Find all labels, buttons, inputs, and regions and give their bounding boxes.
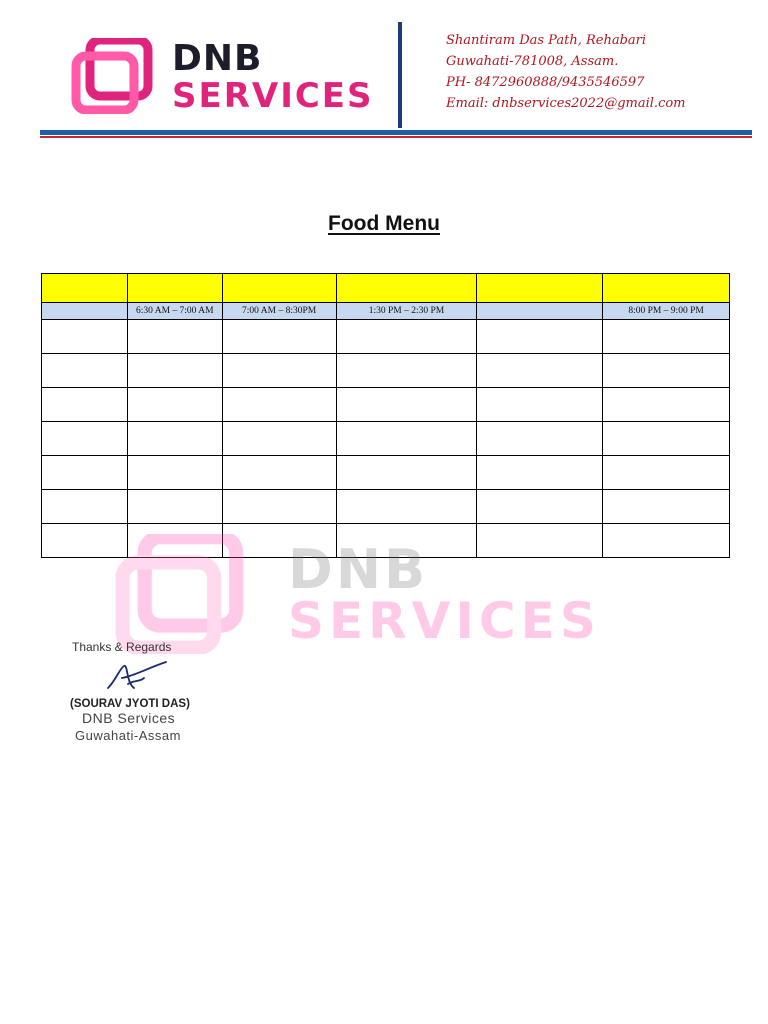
table-cell xyxy=(336,320,477,354)
table-row xyxy=(42,456,730,490)
brand-line-dnb: DNB xyxy=(172,38,263,79)
table-cell xyxy=(603,354,730,388)
phone-line: PH- 8472960888/9435546597 xyxy=(446,75,645,90)
header-cell xyxy=(477,274,603,303)
table-row xyxy=(42,354,730,388)
signatory-name: (SOURAV JYOTI DAS) xyxy=(70,698,190,710)
time-cell xyxy=(42,303,128,320)
table-cell xyxy=(336,388,477,422)
address-line: Guwahati-781008, Assam. xyxy=(446,54,619,69)
table-cell xyxy=(42,320,128,354)
header-rule-blue xyxy=(40,130,752,135)
header-cell xyxy=(603,274,730,303)
table-cell xyxy=(222,490,336,524)
time-cell xyxy=(477,303,603,320)
brand-name xyxy=(172,40,374,114)
watermark xyxy=(106,530,666,660)
watermark-line-dnb: DNB xyxy=(288,538,429,601)
table-cell xyxy=(127,422,222,456)
header-cell xyxy=(336,274,477,303)
table-cell xyxy=(477,320,603,354)
table-cell xyxy=(222,354,336,388)
page-title-text: Food Menu xyxy=(328,212,440,235)
table-cell xyxy=(42,388,128,422)
table-cell xyxy=(222,388,336,422)
signatory-company: DNB Services xyxy=(82,710,176,726)
table-cell xyxy=(127,320,222,354)
header-cell xyxy=(42,274,128,303)
email-line: Email: dnbservices2022@gmail.com xyxy=(446,96,686,111)
table-cell xyxy=(477,422,603,456)
table-cell xyxy=(127,388,222,422)
table-header-row xyxy=(42,274,730,303)
header-rule-red xyxy=(40,136,752,138)
table-cell xyxy=(336,490,477,524)
table-cell xyxy=(336,422,477,456)
header-divider xyxy=(398,22,402,128)
table-cell xyxy=(603,456,730,490)
watermark-logo-icon xyxy=(106,534,256,654)
table-cell xyxy=(603,320,730,354)
food-menu-table xyxy=(41,273,730,558)
table-cell xyxy=(603,388,730,422)
page-title xyxy=(0,212,768,236)
table-cell xyxy=(127,354,222,388)
table-row xyxy=(42,388,730,422)
table-cell xyxy=(42,490,128,524)
table-row xyxy=(42,422,730,456)
table-row xyxy=(42,320,730,354)
time-cell: 6:30 AM – 7:00 AM xyxy=(127,303,222,320)
table-cell xyxy=(477,388,603,422)
table-cell xyxy=(222,320,336,354)
header-cell xyxy=(127,274,222,303)
table-cell xyxy=(603,422,730,456)
table-cell xyxy=(42,354,128,388)
table-row xyxy=(42,490,730,524)
closing-greeting: Thanks & Regards xyxy=(72,640,172,654)
address-line: Shantiram Das Path, Rehabari xyxy=(446,33,647,48)
time-cell: 1:30 PM – 2:30 PM xyxy=(336,303,477,320)
dnb-logo-icon xyxy=(70,38,156,114)
table-cell xyxy=(127,490,222,524)
watermark-line-services: SERVICES xyxy=(288,592,601,650)
table-cell xyxy=(222,422,336,456)
signature-icon xyxy=(104,658,184,698)
address-block xyxy=(446,30,686,114)
time-cell: 7:00 AM – 8:30PM xyxy=(222,303,336,320)
table-cell xyxy=(477,456,603,490)
table-cell xyxy=(222,456,336,490)
table-cell xyxy=(336,456,477,490)
signatory-location: Guwahati-Assam xyxy=(75,728,181,743)
time-cell: 8:00 PM – 9:00 PM xyxy=(603,303,730,320)
table-cell xyxy=(42,422,128,456)
table-cell xyxy=(477,490,603,524)
table-cell xyxy=(336,354,477,388)
table-cell xyxy=(127,456,222,490)
table-cell xyxy=(477,354,603,388)
header-cell xyxy=(222,274,336,303)
brand-line-services: SERVICES xyxy=(172,76,374,116)
table-time-row xyxy=(42,303,730,320)
table-cell xyxy=(603,490,730,524)
table-cell xyxy=(42,456,128,490)
